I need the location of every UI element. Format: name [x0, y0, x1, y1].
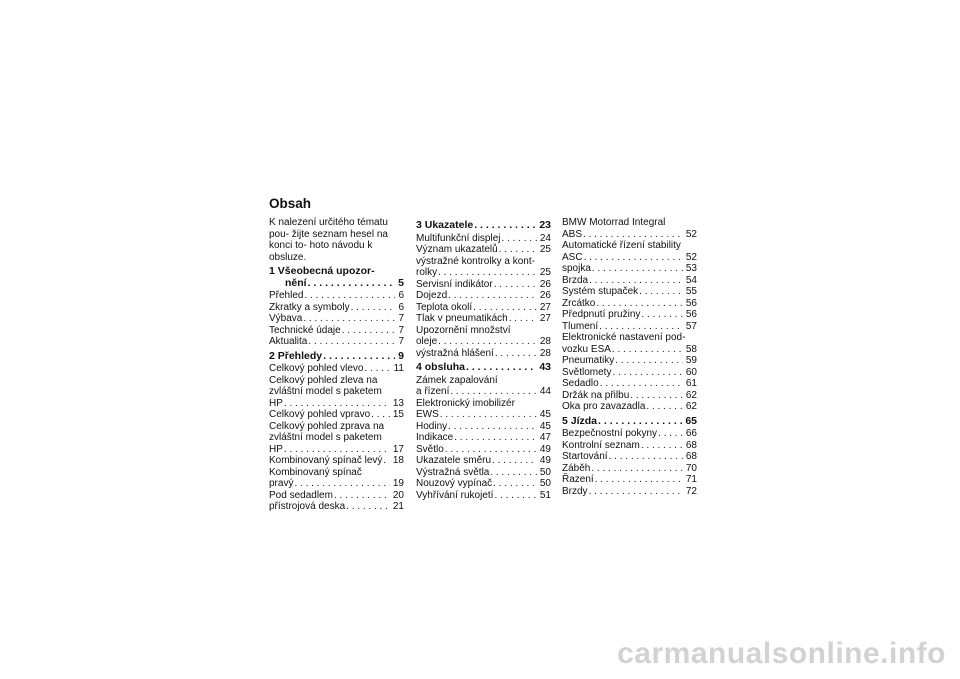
- toc-page-number: 27: [539, 313, 551, 324]
- toc-leader-dots: [630, 390, 683, 402]
- toc-entry: [562, 378, 697, 390]
- toc-entry-label: Světlo: [416, 443, 444, 455]
- toc-entry: [416, 290, 551, 302]
- toc-entry-label: Brzdy: [562, 485, 588, 497]
- toc-entry: [269, 490, 404, 502]
- toc-entry-line: [269, 290, 404, 302]
- toc-page-number: 45: [539, 409, 551, 420]
- toc-page-number: 51: [539, 489, 551, 501]
- toc-entry-label: Zrcátko: [562, 297, 596, 309]
- toc-leader-dots: [284, 398, 390, 410]
- toc-leader-dots: [609, 451, 683, 463]
- toc-entry-line: [562, 344, 697, 356]
- toc-entry-label: Výbava: [269, 313, 303, 324]
- toc-entry-line: [269, 313, 404, 325]
- toc-entry-text: Automatické řízení stability: [562, 240, 681, 251]
- toc-leader-dots: [615, 355, 683, 367]
- toc-entry-line: [269, 455, 404, 467]
- toc-entry-line: [562, 474, 697, 486]
- toc-entry-line: [416, 409, 551, 421]
- toc-page-number: 28: [539, 347, 551, 359]
- toc-entry-line: [562, 367, 697, 379]
- toc-leader-dots: [365, 363, 391, 375]
- toc-column-3: [562, 217, 697, 497]
- toc-chapter-heading: [269, 266, 404, 289]
- toc-entry-text: Celkový pohled zprava na: [269, 420, 385, 432]
- toc-entry: [562, 240, 697, 263]
- toc-entry-line: [562, 275, 697, 287]
- toc-entry-label: Zkratky a symboly: [269, 301, 350, 313]
- toc-entry-line: [269, 409, 404, 421]
- toc-page-number: 54: [685, 274, 697, 286]
- toc-page-number: 17: [392, 443, 404, 455]
- toc-entry-label: oleje: [416, 336, 438, 347]
- toc-entry-line: [416, 220, 551, 232]
- toc-chapter-heading: [416, 362, 551, 374]
- toc-page-number: 7: [398, 313, 404, 324]
- toc-entry-line: [416, 244, 551, 256]
- toc-entry-label: Vyhřívání rukojetí: [416, 489, 494, 501]
- toc-entry: [416, 478, 551, 490]
- toc-entry: [562, 275, 697, 287]
- toc-page-number: 62: [685, 389, 697, 401]
- toc-entry: [562, 298, 697, 310]
- toc-entry-label: přístrojová deska: [269, 501, 346, 512]
- toc-page-number: 44: [539, 386, 551, 397]
- toc-entry-line: [562, 321, 697, 333]
- toc-entry-label: spojka: [562, 263, 591, 274]
- toc-page-number: 56: [685, 309, 697, 320]
- toc-entry-label: ABS: [562, 228, 583, 240]
- toc-entry: [562, 401, 697, 413]
- toc-leader-dots: [596, 298, 683, 310]
- toc-page-number: 68: [685, 439, 697, 451]
- toc-entry-label: HP: [269, 443, 283, 455]
- toc-entry-line: [269, 302, 404, 314]
- toc-chapter-heading: [562, 416, 697, 428]
- toc-leader-dots: [612, 344, 683, 356]
- toc-entry-line: [269, 363, 404, 375]
- toc-entry-label: Nouzový vypínač: [416, 478, 493, 489]
- toc-entry-label: 3 Ukazatele: [416, 219, 474, 231]
- toc-entry-label: Předpnutí pružiny: [562, 309, 641, 320]
- toc-entry-label: 2 Přehledy: [269, 349, 323, 362]
- toc-entry: [269, 501, 404, 513]
- toc-entry-line: [416, 233, 551, 245]
- toc-entry-label: Pod sedadlem: [269, 489, 333, 501]
- toc-leader-dots: [583, 229, 683, 241]
- toc-entry: [416, 421, 551, 433]
- toc-leader-dots: [492, 455, 537, 467]
- toc-page-number: 19: [392, 478, 404, 489]
- toc-entry: [416, 432, 551, 444]
- toc-entry-label: vozku ESA: [562, 343, 611, 355]
- toc-column-1: [269, 217, 404, 513]
- toc-entry: [416, 244, 551, 256]
- toc-leader-dots: [474, 220, 536, 232]
- toc-page-number: 66: [685, 428, 697, 439]
- toc-entry-text: Celkový pohled zleva na: [269, 374, 378, 386]
- toc-entry-label: Bezpečnostní pokyny: [562, 428, 658, 439]
- toc-page-number: 71: [685, 474, 697, 485]
- toc-entry-text: Elektronický imobilizér: [416, 397, 515, 409]
- toc-leader-dots: [454, 432, 537, 444]
- toc-entry-line: [269, 336, 404, 348]
- toc-entry-line: [416, 444, 551, 456]
- toc-entry-text: Zámek zapalování: [416, 374, 498, 386]
- toc-entry-label: rolky: [416, 267, 438, 278]
- toc-column-2: [416, 217, 551, 501]
- toc-leader-dots: [658, 428, 683, 440]
- toc-leader-dots: [598, 416, 682, 428]
- toc-entry-label: Záběh: [562, 462, 591, 474]
- toc-entry-label: Teplota okolí: [416, 301, 473, 313]
- toc-entry-line: [562, 428, 697, 440]
- toc-entry: [562, 355, 697, 367]
- toc-entry-label: Celkový pohled vpravo: [269, 409, 371, 420]
- toc-leader-dots: [589, 486, 683, 498]
- toc-entry-line: [416, 386, 551, 398]
- toc-page-number: 57: [685, 320, 697, 332]
- toc-entry-label: Systém stupaček: [562, 286, 639, 297]
- toc-entry: [269, 290, 404, 302]
- toc-page-number: 26: [539, 290, 551, 301]
- toc-leader-dots: [383, 455, 389, 467]
- toc-entry-text: Elektronické nastavení pod-: [562, 332, 686, 343]
- toc-page-number: 6: [398, 290, 404, 301]
- toc-entry-line: [562, 463, 697, 475]
- toc-leader-dots: [600, 378, 683, 390]
- toc-page-number: 50: [539, 478, 551, 489]
- toc-entry-label: Řazení: [562, 474, 594, 485]
- toc-entry-line: [562, 486, 697, 498]
- toc-entry-label: 5 Jízda: [562, 414, 598, 427]
- toc-entry-line: [416, 467, 551, 479]
- toc-page-number: 5: [398, 276, 404, 289]
- toc-entry: [416, 455, 551, 467]
- toc-entry-line: [562, 451, 697, 463]
- toc-entry-label: Význam ukazatelů: [416, 244, 498, 255]
- toc-entry-label: Držák na přilbu: [562, 389, 630, 401]
- toc-entry-line: [416, 432, 551, 444]
- toc-entry-label: Hodiny: [416, 420, 448, 432]
- toc-entry: [416, 444, 551, 456]
- toc-entry-line: [416, 267, 551, 279]
- toc-entry-line: [416, 348, 551, 360]
- toc-entry: [416, 279, 551, 291]
- toc-page-number: 70: [685, 462, 697, 474]
- toc-entry-line: [269, 398, 404, 410]
- toc-page-number: 25: [539, 267, 551, 278]
- toc-page-number: 65: [685, 414, 697, 427]
- toc-leader-dots: [499, 244, 537, 256]
- toc-page-number: 43: [539, 361, 551, 373]
- toc-leader-dots: [438, 336, 537, 348]
- toc-entry-label: Brzda: [562, 274, 589, 286]
- toc-page-number: 7: [398, 324, 404, 336]
- toc-entry-line: [416, 313, 551, 325]
- toc-entry: [562, 217, 697, 240]
- toc-entry-line: [562, 252, 697, 264]
- toc-entry-label: Servisní indikátor: [416, 278, 493, 290]
- toc-leader-dots: [323, 351, 395, 363]
- toc-page-number: 52: [685, 228, 697, 240]
- toc-page-number: 7: [398, 336, 404, 347]
- toc-entry: [562, 474, 697, 486]
- toc-entry-line: [562, 440, 697, 452]
- toc-page-number: 68: [685, 451, 697, 462]
- toc-entry: [416, 256, 551, 279]
- toc-leader-dots: [334, 490, 390, 502]
- toc-leader-dots: [641, 440, 683, 452]
- toc-entry-label: Sedadlo: [562, 378, 599, 389]
- toc-entry-label: Aktualita: [269, 336, 308, 347]
- toc-entry-line: [416, 279, 551, 291]
- toc-leader-dots: [371, 409, 390, 421]
- toc-entry-label: nění: [285, 276, 307, 289]
- toc-entry: [269, 455, 404, 467]
- toc-leader-dots: [599, 321, 683, 333]
- toc-entry-label: Kontrolní seznam: [562, 439, 640, 451]
- toc-entry-line: [269, 351, 404, 363]
- toc-entry-line: [416, 478, 551, 490]
- toc-entry: [416, 490, 551, 502]
- toc-entry: [562, 390, 697, 402]
- toc-entry: [416, 467, 551, 479]
- toc-page-number: 50: [539, 466, 551, 478]
- toc-leader-dots: [493, 478, 537, 490]
- toc-entry-label: Ukazatele směru: [416, 455, 492, 466]
- toc-page-number: 49: [539, 443, 551, 455]
- toc-page-number: 56: [685, 297, 697, 309]
- toc-page-number: 61: [685, 378, 697, 389]
- toc-leader-dots: [346, 501, 390, 513]
- toc-page-number: 25: [539, 244, 551, 255]
- toc-page-number: 13: [392, 397, 404, 409]
- toc-entry-label: Dojezd: [416, 290, 448, 301]
- toc-entry-label: Pneumatiky: [562, 355, 615, 366]
- toc-entry: [562, 309, 697, 321]
- toc-page-number: 49: [539, 455, 551, 466]
- toc-entry-label: Multifunkční displej: [416, 232, 501, 244]
- toc-leader-dots: [438, 267, 537, 279]
- toc-leader-dots: [639, 286, 683, 298]
- toc-leader-dots: [612, 367, 682, 379]
- toc-entry-label: Technické údaje: [269, 324, 341, 336]
- toc-entry-line: [562, 298, 697, 310]
- toc-page-number: 53: [685, 263, 697, 274]
- toc-page-number: 62: [685, 401, 697, 412]
- toc-page-number: 23: [539, 219, 551, 231]
- toc-entry: [562, 451, 697, 463]
- toc-entry-line: [416, 362, 551, 374]
- toc-entry-line: [416, 336, 551, 348]
- toc-page-number: 24: [539, 232, 551, 244]
- toc-entry: [562, 286, 697, 298]
- toc-entry: [416, 313, 551, 325]
- toc-leader-dots: [351, 302, 396, 314]
- toc-leader-dots: [466, 362, 536, 374]
- toc-leader-dots: [591, 463, 683, 475]
- toc-entry: [562, 263, 697, 275]
- toc-entry-text: 1 Všeobecná upozor-: [269, 265, 375, 277]
- toc-entry-line: [269, 278, 404, 290]
- toc-entry-line: [269, 490, 404, 502]
- toc-entry-line: [416, 421, 551, 433]
- toc-entry-label: 4 obsluha: [416, 361, 466, 373]
- toc-entry-text: zvláštní model s paketem: [269, 432, 382, 443]
- toc-entry: [269, 467, 404, 490]
- toc-intro: K nalezení určitého tématu pou- žijte seznam hesel na konci to- hoto návodu k obsluze.: [269, 217, 388, 263]
- toc-leader-dots: [448, 290, 537, 302]
- toc-leader-dots: [595, 474, 683, 486]
- toc-entry-line: [269, 444, 404, 456]
- toc-entry-label: HP: [269, 397, 283, 409]
- toc-page-number: 45: [539, 420, 551, 432]
- toc-entry-label: ASC: [562, 251, 583, 263]
- toc-leader-dots: [495, 348, 537, 360]
- toc-entry-line: [562, 229, 697, 241]
- toc-entry: [562, 321, 697, 333]
- toc-leader-dots: [509, 313, 537, 325]
- toc-page-number: 11: [393, 363, 404, 374]
- toc-leader-dots: [308, 278, 396, 290]
- toc-entry: [416, 302, 551, 314]
- toc-entry-text: Kombinovaný spínač: [269, 466, 362, 478]
- toc-leader-dots: [342, 325, 396, 337]
- toc-page-number: 27: [539, 301, 551, 313]
- toc-entry-line: [269, 501, 404, 513]
- toc-entry: [269, 375, 404, 410]
- toc-page-number: 72: [685, 485, 697, 497]
- toc-entry-label: EWS: [416, 409, 439, 420]
- toc-entry-label: a řízení: [416, 386, 450, 397]
- toc-page-number: 59: [685, 355, 697, 366]
- toc-entry-label: Kombinovaný spínač levý: [269, 455, 383, 466]
- toc-entry: [269, 336, 404, 348]
- toc-entry: [269, 363, 404, 375]
- toc-entry-text: zvláštní model s paketem: [269, 386, 382, 397]
- toc-entry-line: [562, 390, 697, 402]
- page-title: Obsah: [269, 196, 312, 211]
- toc-entry: [562, 332, 697, 355]
- toc-leader-dots: [445, 444, 537, 456]
- toc-entry-label: Tlak v pneumatikách: [416, 313, 508, 324]
- toc-page-number: 18: [392, 455, 404, 466]
- toc-page-number: 20: [392, 489, 404, 501]
- toc-page-number: 26: [539, 278, 551, 290]
- toc-entry-label: Tlumení: [562, 320, 599, 332]
- toc-entry: [416, 398, 551, 421]
- toc-entry-line: [416, 302, 551, 314]
- toc-page-number: 21: [392, 501, 404, 512]
- toc-entry-line: [562, 378, 697, 390]
- toc-leader-dots: [303, 313, 395, 325]
- toc-page-number: 58: [685, 343, 697, 355]
- toc-leader-dots: [584, 252, 683, 264]
- toc-entry-line: [562, 401, 697, 413]
- toc-leader-dots: [450, 386, 537, 398]
- toc-entry: [269, 302, 404, 314]
- toc-entry-label: Startování: [562, 451, 608, 462]
- toc-entry-line: [269, 478, 404, 490]
- toc-entry: [416, 233, 551, 245]
- toc-page-number: 60: [685, 366, 697, 378]
- toc-leader-dots: [308, 336, 395, 348]
- toc-entry-line: [416, 490, 551, 502]
- toc-entry-label: Výstražná světla: [416, 466, 490, 478]
- toc-entry-line: [416, 290, 551, 302]
- toc-leader-dots: [646, 401, 682, 413]
- toc-leader-dots: [473, 302, 537, 314]
- toc-leader-dots: [592, 263, 683, 275]
- toc-entry: [562, 367, 697, 379]
- toc-entry-line: [562, 263, 697, 275]
- toc-chapter-heading: [416, 220, 551, 232]
- toc-leader-dots: [494, 279, 537, 291]
- toc-entry: [562, 486, 697, 498]
- toc-entry-text: BMW Motorrad Integral: [562, 217, 666, 228]
- toc-leader-dots: [501, 233, 536, 245]
- toc-page-number: 52: [685, 251, 697, 263]
- toc-entry-label: Indikace: [416, 432, 454, 443]
- toc-leader-dots: [304, 290, 395, 302]
- toc-leader-dots: [448, 421, 537, 433]
- toc-page-number: 47: [539, 432, 551, 443]
- toc-entry-text: výstražné kontrolky a kont-: [416, 255, 535, 267]
- toc-page-number: 15: [392, 409, 404, 420]
- toc-entry-line: [562, 416, 697, 428]
- toc-leader-dots: [294, 478, 389, 490]
- toc-entry-label: pravý: [269, 478, 294, 489]
- toc-entry-line: [416, 455, 551, 467]
- toc-entry-text: Upozornění množství: [416, 324, 511, 336]
- toc-entry: [416, 348, 551, 360]
- toc-entry-line: [269, 325, 404, 337]
- toc-page-number: 55: [685, 286, 697, 297]
- toc-page-number: 9: [398, 349, 404, 362]
- toc-leader-dots: [641, 309, 682, 321]
- toc-entry-line: [562, 355, 697, 367]
- toc-entry: [562, 463, 697, 475]
- toc-page-number: 6: [398, 301, 404, 313]
- toc-entry-label: Přehled: [269, 290, 304, 301]
- toc-leader-dots: [284, 444, 390, 456]
- toc-entry: [269, 325, 404, 337]
- toc-leader-dots: [494, 490, 536, 502]
- toc-entry: [269, 409, 404, 421]
- toc-entry-label: Celkový pohled vlevo: [269, 363, 364, 374]
- toc-leader-dots: [589, 275, 683, 287]
- toc-chapter-heading: [269, 351, 404, 363]
- toc-leader-dots: [490, 467, 537, 479]
- toc-entry: [416, 325, 551, 348]
- toc-entry-label: Světlomety: [562, 366, 612, 378]
- toc-entry: [562, 428, 697, 440]
- toc-entry: [416, 375, 551, 398]
- toc-entry: [269, 313, 404, 325]
- toc-entry-label: Oka pro zavazadla: [562, 401, 646, 412]
- toc-page-number: 28: [539, 336, 551, 347]
- toc-entry: [269, 421, 404, 456]
- toc-entry-line: [562, 286, 697, 298]
- toc-entry-label: výstražná hlášení: [416, 347, 494, 359]
- watermark: carmanualsonline.info: [617, 637, 946, 670]
- toc-entry-line: [562, 309, 697, 321]
- toc-leader-dots: [440, 409, 537, 421]
- toc-entry: [562, 440, 697, 452]
